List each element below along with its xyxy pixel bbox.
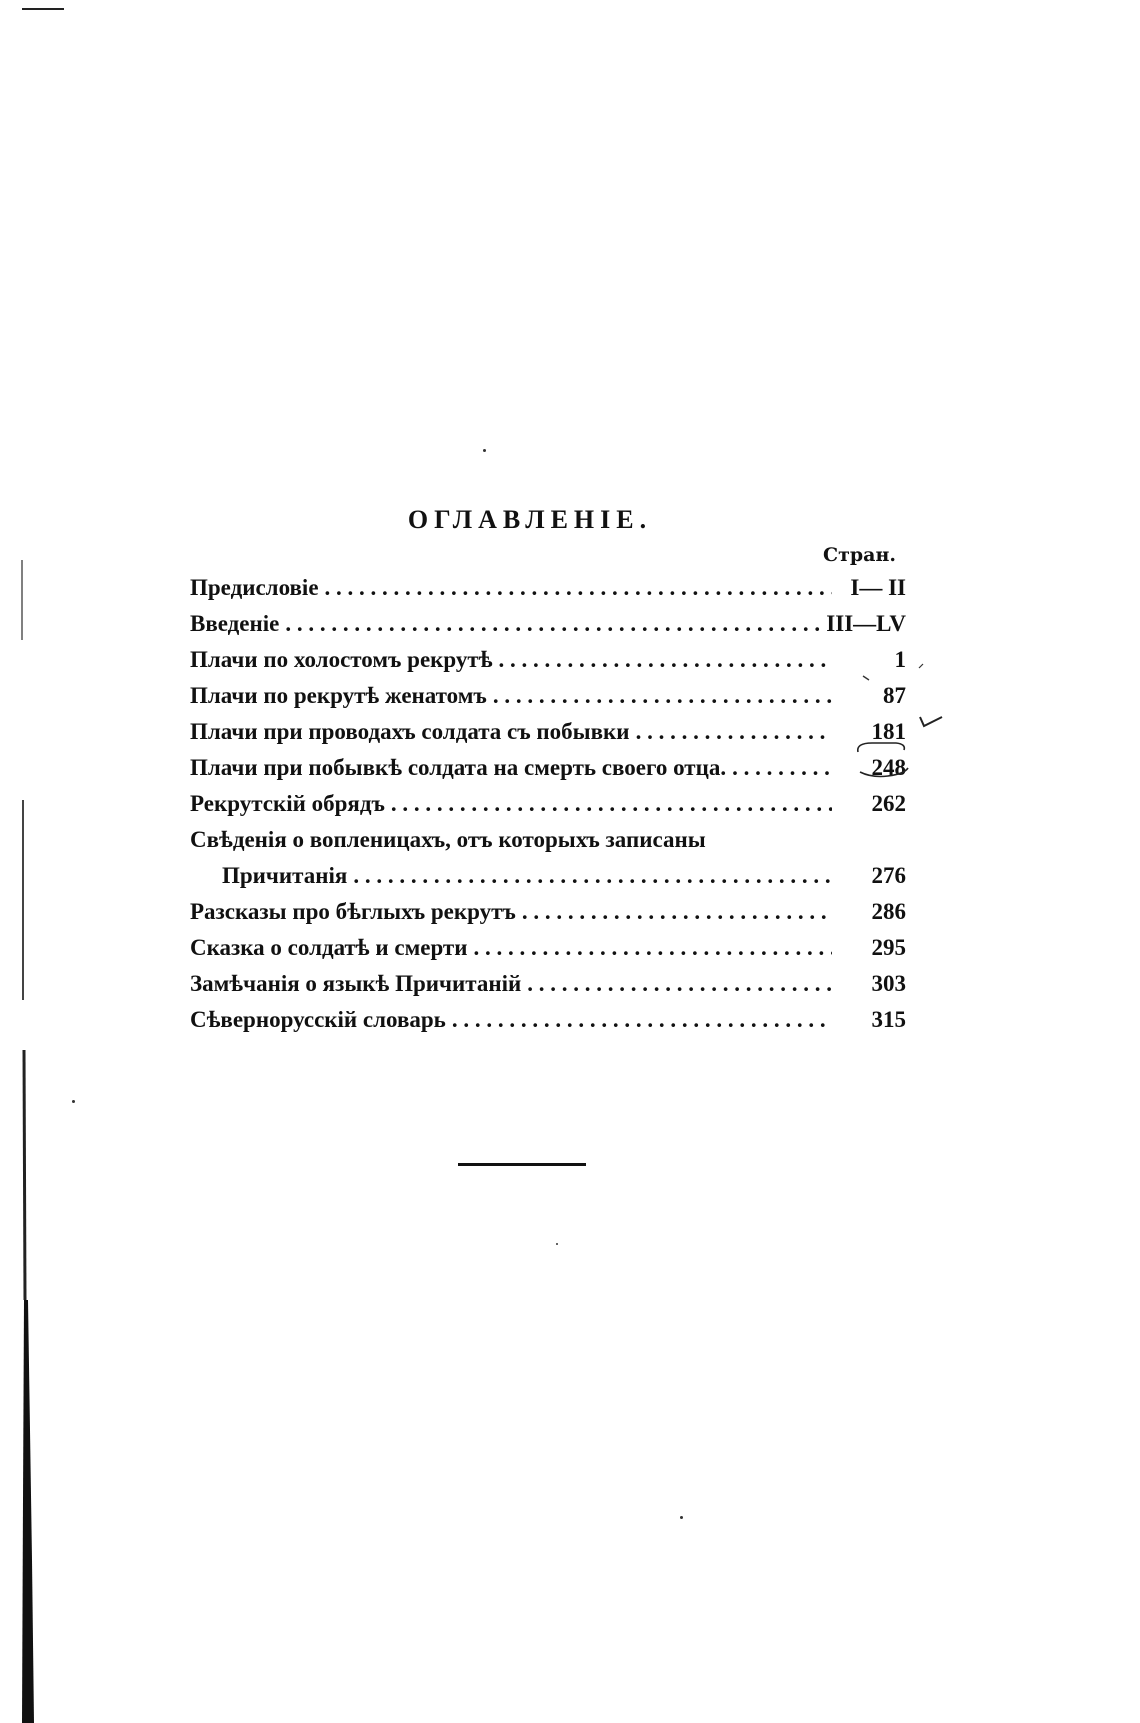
toc-entry-title: Плачи по холостомъ рекрутѣ <box>190 647 493 672</box>
page-column-header: Стран. <box>822 544 896 566</box>
dot-leader <box>527 966 832 1002</box>
toc-entry-page: 181 <box>871 719 906 744</box>
toc-entry <box>190 1002 908 1038</box>
toc-entry-title-continued: Причитанія <box>222 863 348 888</box>
dot-leader <box>391 786 832 822</box>
toc-entry-title: Введеніе <box>190 611 280 636</box>
toc-entry-page: 87 <box>883 683 906 708</box>
toc-entry <box>190 678 908 714</box>
check-mark-icon <box>918 713 944 729</box>
toc-entry-title: Плачи при проводахъ солдата съ побывки <box>190 719 630 744</box>
print-speck <box>483 449 486 452</box>
toc-entry-page: 276 <box>871 863 906 888</box>
table-of-contents <box>190 540 908 1038</box>
dot-leader <box>353 858 832 894</box>
toc-entry-page: 1 <box>894 647 906 672</box>
toc-entry-title: Сказка о солдатѣ и смерти <box>190 935 468 960</box>
pencil-mark <box>862 675 870 681</box>
toc-entry-page: 303 <box>871 971 906 996</box>
toc-entry <box>190 606 908 642</box>
print-speck <box>556 1243 558 1245</box>
dot-leader <box>522 894 832 930</box>
toc-entry-title: Рекрутскій обрядъ <box>190 791 385 816</box>
toc-entry-title: Сѣвернорусскій словарь <box>190 1007 446 1032</box>
toc-entry-title: Предисловіе <box>190 575 319 600</box>
toc-entry-title: Свѣденія о вопленицахъ, отъ которыхъ записаны <box>190 827 706 852</box>
toc-entry-page: I— II <box>850 575 906 600</box>
toc-entry <box>190 966 908 1002</box>
print-speck <box>72 1100 75 1103</box>
dot-leader <box>452 1002 832 1038</box>
toc-entry-title: Разсказы про бѣглыхъ рекрутъ <box>190 899 516 924</box>
pencil-mark <box>918 663 924 669</box>
dot-leader <box>473 930 832 966</box>
scan-edge-shadow <box>18 0 58 1723</box>
toc-entry-title: Плачи при побывкѣ солдата на смерть своего отца. <box>190 755 727 780</box>
toc-entry-title: Плачи по рекрутѣ женатомъ <box>190 683 487 708</box>
toc-entry <box>190 714 908 750</box>
toc-entry <box>190 822 908 858</box>
toc-entry <box>190 570 908 606</box>
toc-entry-page: 248 <box>871 755 906 780</box>
dot-leader <box>285 606 820 642</box>
toc-entry-page: III—LV <box>826 611 906 636</box>
toc-entry <box>190 786 908 822</box>
toc-entry-title: Замѣчанія о языкѣ Причитаній <box>190 971 522 996</box>
dot-leader <box>493 678 832 714</box>
dot-leader <box>732 750 832 786</box>
toc-entry-page: 262 <box>871 791 906 816</box>
pencil-circle-mark <box>852 740 914 780</box>
toc-entry-page: 315 <box>871 1007 906 1032</box>
dot-leader <box>636 714 832 750</box>
print-speck <box>680 1516 683 1519</box>
toc-entry <box>190 894 908 930</box>
toc-entry <box>190 750 908 786</box>
toc-entry-page: 295 <box>871 935 906 960</box>
toc-entry <box>190 642 908 678</box>
page-title: ОГЛАВЛЕНІЕ. <box>407 505 653 535</box>
toc-entry-page: 286 <box>871 899 906 924</box>
toc-entry <box>190 930 908 966</box>
toc-entry-continuation <box>190 858 908 894</box>
dot-leader <box>325 570 832 606</box>
end-rule <box>458 1163 586 1166</box>
dot-leader <box>499 642 832 678</box>
top-edge-rule <box>22 8 64 10</box>
